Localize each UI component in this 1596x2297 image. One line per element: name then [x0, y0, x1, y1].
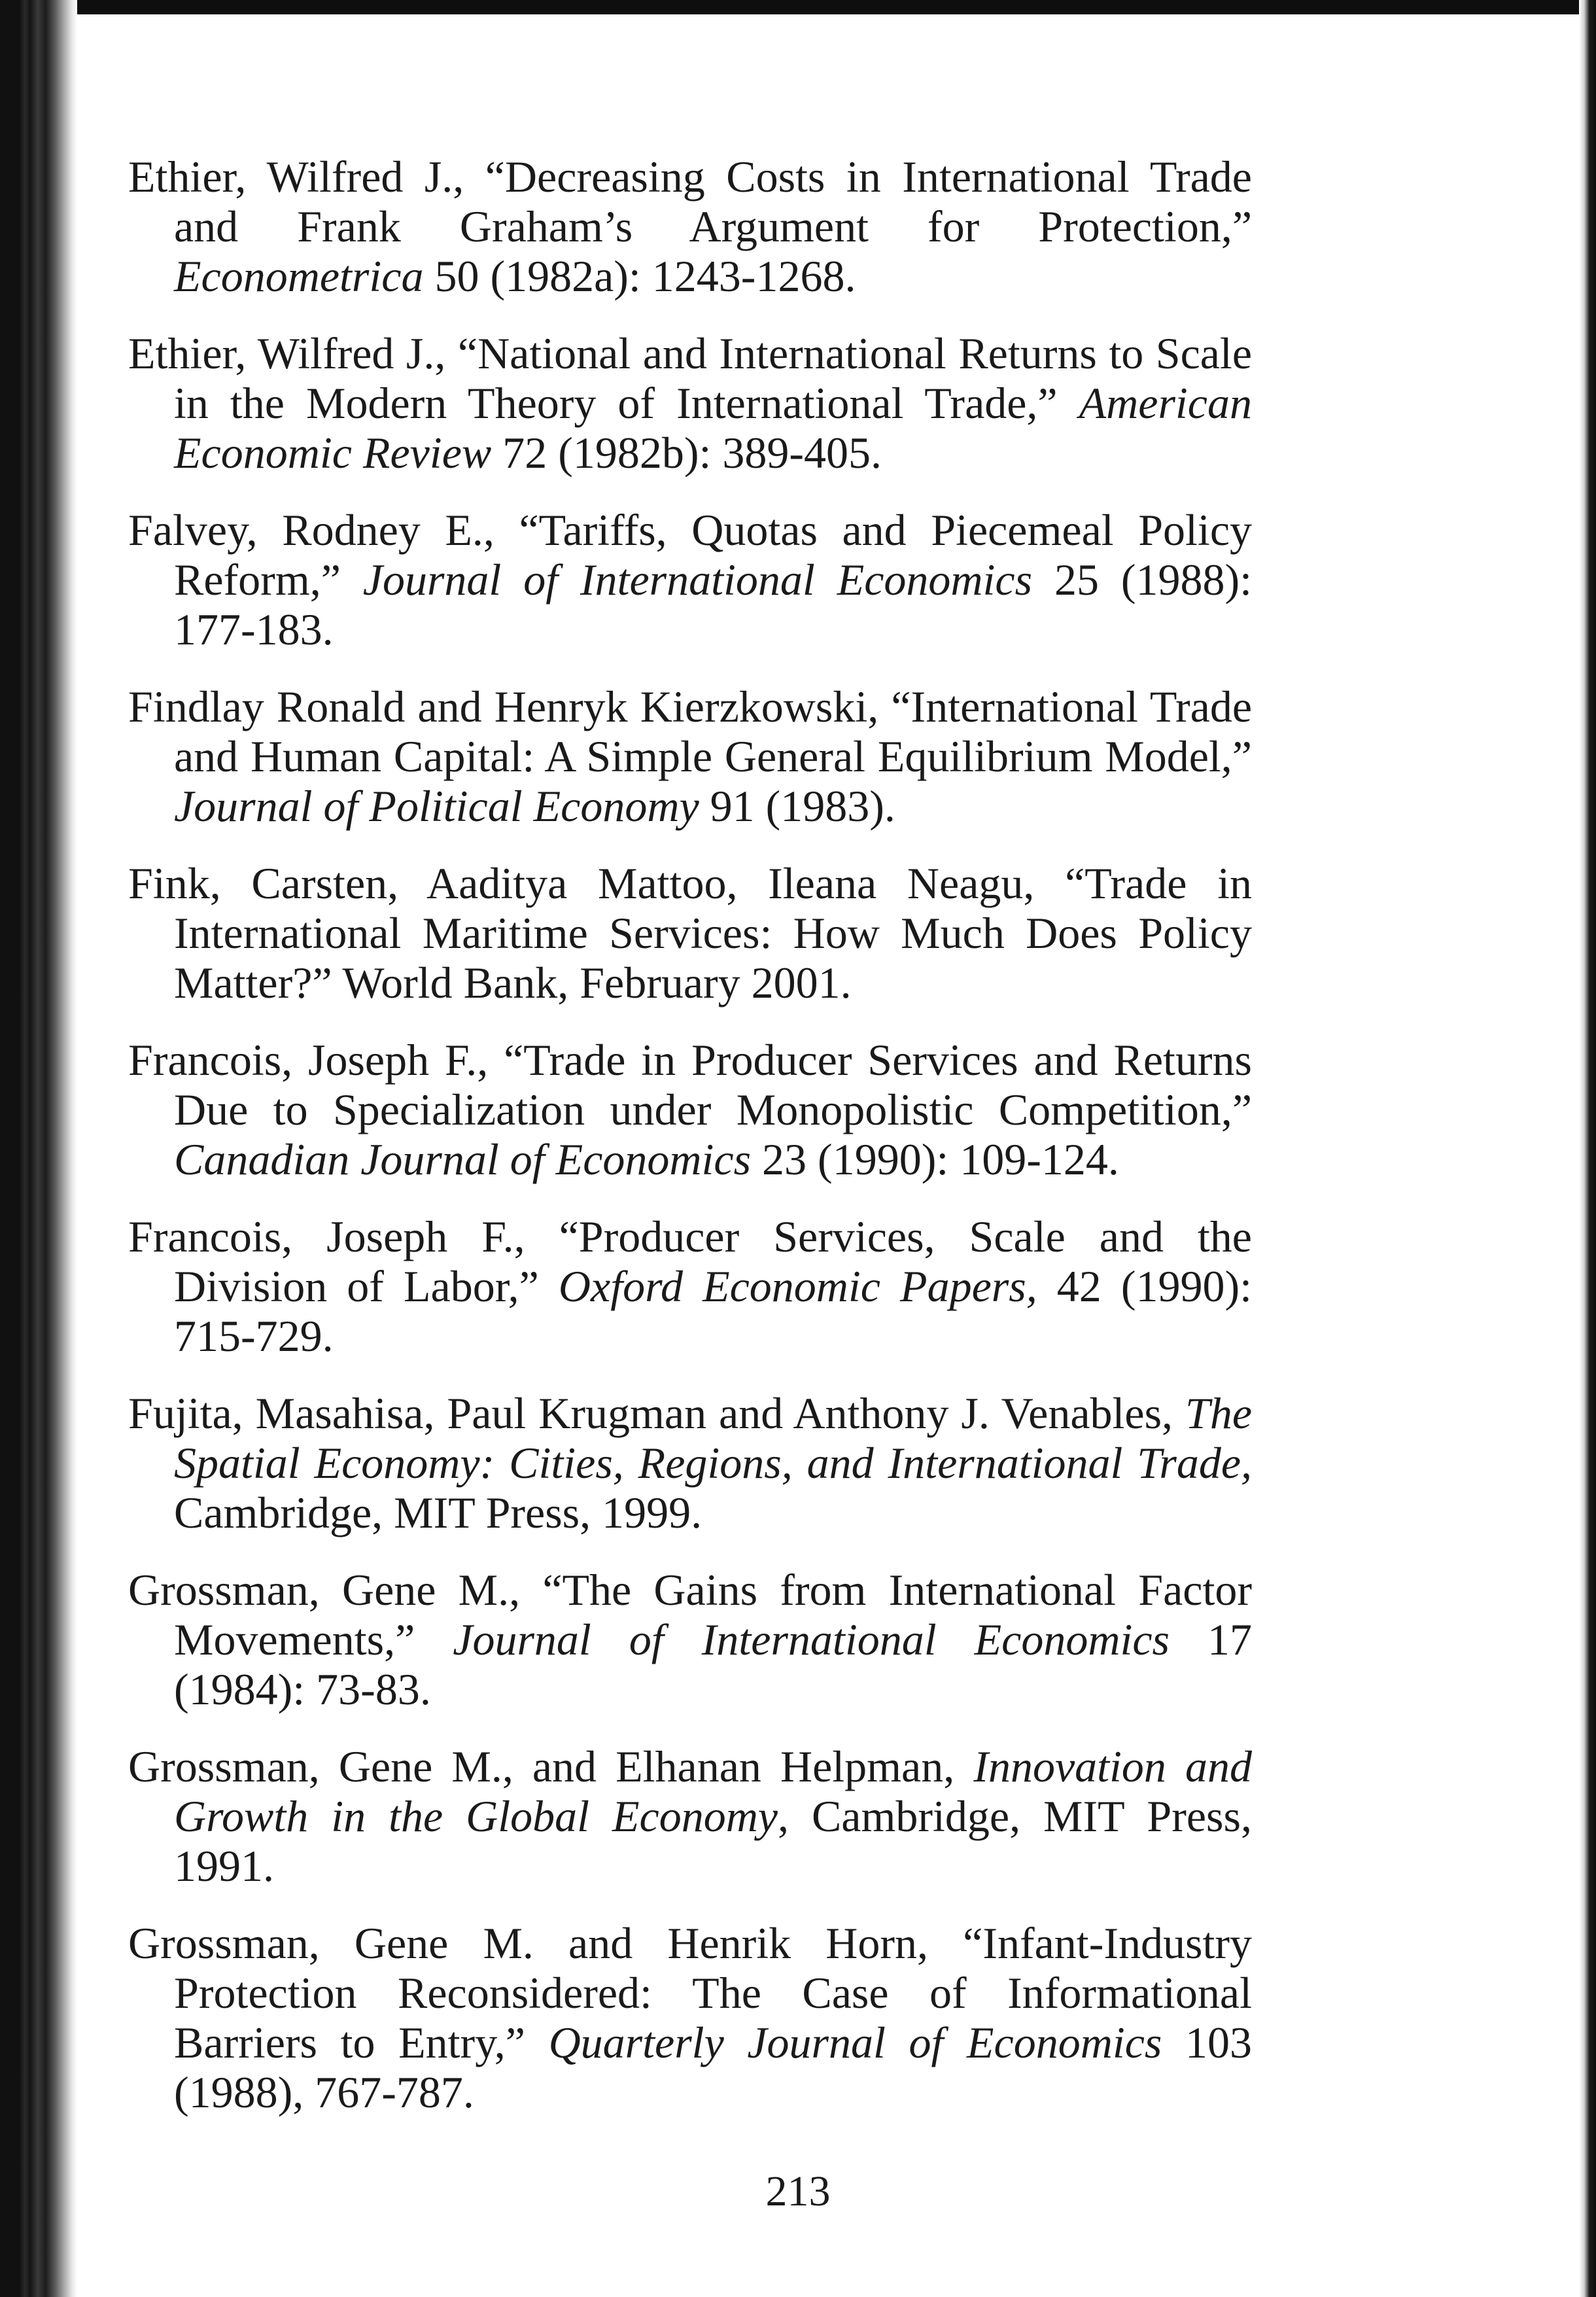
reference-title: “Trade in Producer Services and Returns Due to Specialization under Monopolistic Competition,” [174, 1035, 1252, 1134]
reference-source: Journal of International Economics [362, 555, 1033, 605]
reference-entry [128, 505, 1252, 654]
reference-entry [128, 328, 1252, 478]
reference-details: 25 (1988): 177-183. [174, 555, 1252, 654]
reference-source: Canadian Journal of Economics [174, 1134, 752, 1184]
reference-details: 103 (1988), 767-787. [174, 2018, 1252, 2117]
reference-source: Quarterly Journal of Economics [548, 2018, 1162, 2067]
reference-details: 50 (1982a): 1243-1268. [423, 251, 856, 301]
reference-entry [128, 858, 1252, 1008]
reference-author: Grossman, Gene M. and Henrik Horn, [128, 1918, 963, 1968]
reference-entry [128, 1742, 1252, 1891]
reference-list [128, 152, 1252, 2145]
reference-title: “Decreasing Costs in International Trade and Frank Graham’s Argument for Protection,” [174, 152, 1252, 251]
reference-source: Innovation and Growth in the Global Economy [174, 1742, 1252, 1841]
page-number: 213 [765, 2167, 831, 2215]
reference-author: Fink, Carsten, Aaditya Mattoo, Ileana Neagu, [128, 858, 1066, 908]
reference-source: The Spatial Economy: Cities, Regions, and International Trade, [174, 1388, 1252, 1488]
scan-binding-shadow [0, 0, 77, 2297]
reference-author: Findlay Ronald and Henryk Kierzkowski, [128, 682, 892, 731]
scan-top-border [0, 0, 1596, 14]
reference-entry [128, 152, 1252, 301]
reference-title: “Infant-Industry Protection Reconsidered: The Case of Informational Barriers to Entry,” [174, 1918, 1252, 2067]
reference-details: 17 (1984): 73-83. [174, 1615, 1252, 1714]
reference-entry [128, 1918, 1252, 2117]
reference-author: Francois, Joseph F., [128, 1035, 504, 1085]
reference-details: Cambridge, MIT Press, 1999. [174, 1488, 703, 1537]
reference-title: “Producer Services, Scale and the Division of Labor,” [174, 1212, 1252, 1311]
reference-source: Journal of International Economics [453, 1615, 1170, 1664]
reference-author: Grossman, Gene M., [128, 1565, 543, 1615]
reference-title: “The Gains from International Factor Movements,” [174, 1565, 1252, 1664]
reference-source: American Economic Review [174, 378, 1252, 478]
reference-title: “National and International Returns to Scale in the Modern Theory of International Trade,” [174, 328, 1253, 428]
reference-details: , Cambridge, MIT Press, 1991. [174, 1791, 1252, 1891]
reference-source: Journal of Political Economy [174, 781, 699, 831]
reference-author: Fujita, Masahisa, Paul Krugman and Anthony J. Venables, [128, 1388, 1185, 1438]
reference-source: Econometrica [174, 251, 424, 301]
reference-details: World Bank, February 2001. [342, 958, 852, 1008]
scan-right-edge [1579, 0, 1596, 2297]
reference-details: 72 (1982b): 389-405. [491, 428, 882, 478]
reference-entry [128, 1565, 1252, 1714]
reference-details: 42 (1990): 715-729. [174, 1261, 1253, 1361]
reference-entry [128, 1212, 1252, 1361]
reference-source: Oxford Economic Papers, [558, 1261, 1037, 1311]
reference-entry [128, 1388, 1252, 1537]
reference-author: Grossman, Gene M., and Elhanan Helpman, [128, 1742, 974, 1791]
reference-details: 91 (1983). [699, 781, 895, 831]
reference-author: Ethier, Wilfred J., [128, 152, 485, 202]
reference-title: “International Trade and Human Capital: A Simple General Equilibrium Model,” [174, 682, 1252, 781]
reference-title: “Tariffs, Quotas and Piecemeal Policy Reform,” [174, 505, 1253, 605]
reference-entry [128, 1035, 1252, 1184]
reference-author: Ethier, Wilfred J., [128, 328, 458, 378]
reference-entry [128, 682, 1252, 831]
reference-author: Francois, Joseph F., [128, 1212, 559, 1261]
reference-title: “Trade in International Maritime Services: How Much Does Policy Matter?” [174, 858, 1252, 1008]
reference-details: 23 (1990): 109-124. [751, 1134, 1119, 1184]
reference-author: Falvey, Rodney E., [128, 505, 519, 555]
